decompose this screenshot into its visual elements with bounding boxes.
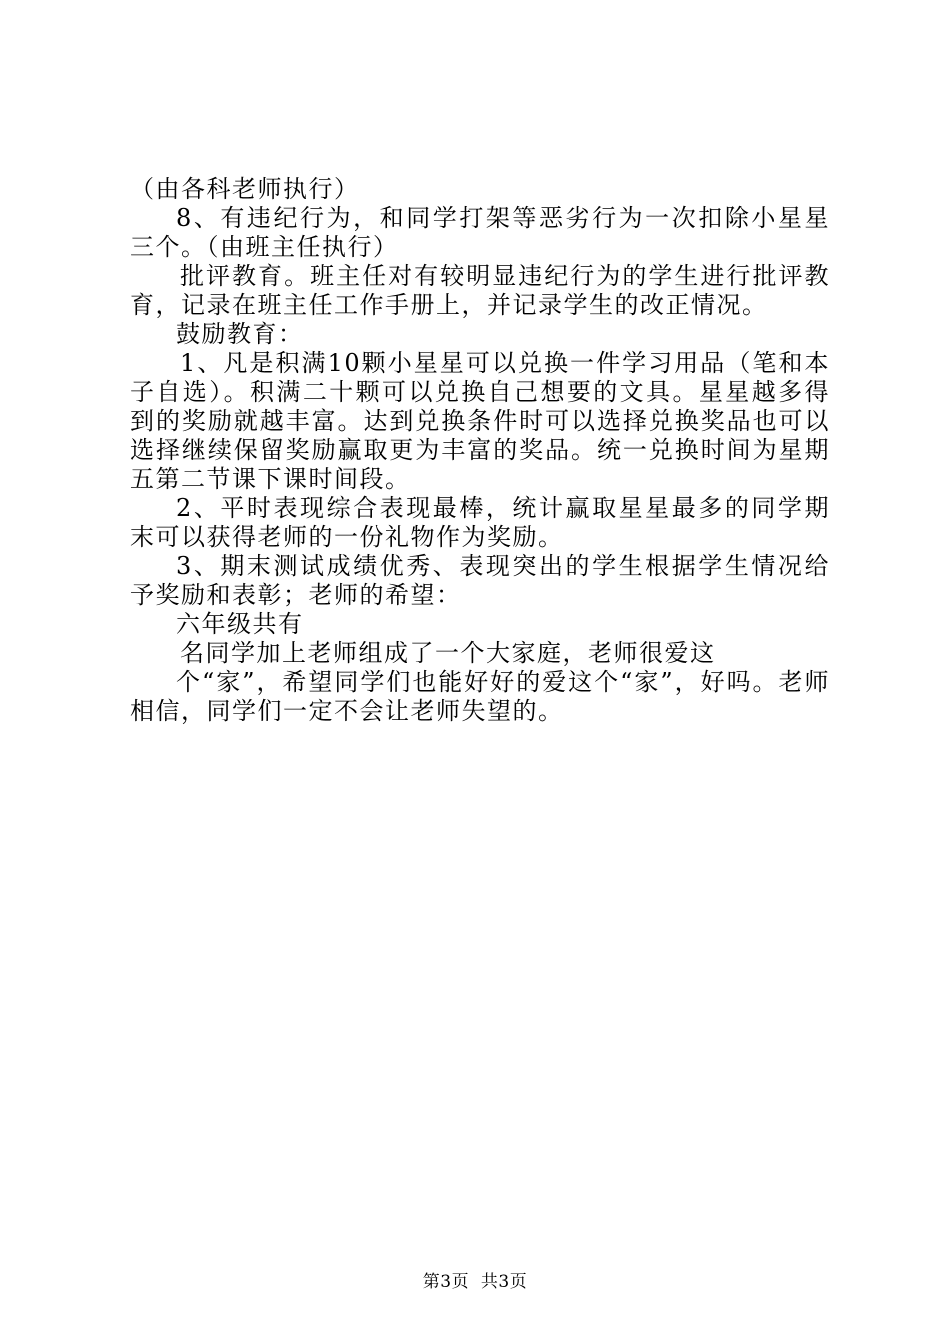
paragraph-9: 名同学加上老师组成了一个大家庭，老师很爱这 bbox=[180, 639, 716, 667]
paragraph-5: 1、凡是积满10颗小星星可以兑换一件学习用品（笔和本子自选）。积满二十颗可以兑换自己想要的文具。星星越多得到的奖励就越丰富。达到兑换条件时可以选择兑换奖品也可以选择继续保留奖励赢取更为丰富的奖品。统一兑换时间为星期五第二节课下课时间段。 bbox=[130, 349, 830, 493]
document-body bbox=[130, 175, 830, 726]
paragraph-4: 鼓励教育： bbox=[176, 320, 304, 348]
page-number-label: 第3页 共3页 bbox=[422, 1272, 528, 1292]
paragraph-8: 六年级共有 bbox=[176, 610, 304, 638]
paragraph-2: 8、有违纪行为，和同学打架等恶劣行为一次扣除小星星三个。（由班主任执行） bbox=[130, 204, 830, 261]
paragraph-6: 2、平时表现综合表现最棒，统计赢取星星最多的同学期末可以获得老师的一份礼物作为奖励。 bbox=[130, 494, 830, 551]
page-footer bbox=[0, 1272, 950, 1292]
paragraph-10: 个“家”，希望同学们也能好好的爱这个“家”，好吗。老师相信，同学们一定不会让老师失望的。 bbox=[130, 668, 830, 725]
paragraph-3: 批评教育。班主任对有较明显违纪行为的学生进行批评教育，记录在班主任工作手册上，并记录学生的改正情况。 bbox=[130, 262, 830, 319]
paragraph-7: 3、期末测试成绩优秀、表现突出的学生根据学生情况给予奖励和表彰；老师的希望： bbox=[130, 552, 830, 609]
paragraph-1: （由各科老师执行） bbox=[130, 175, 360, 203]
